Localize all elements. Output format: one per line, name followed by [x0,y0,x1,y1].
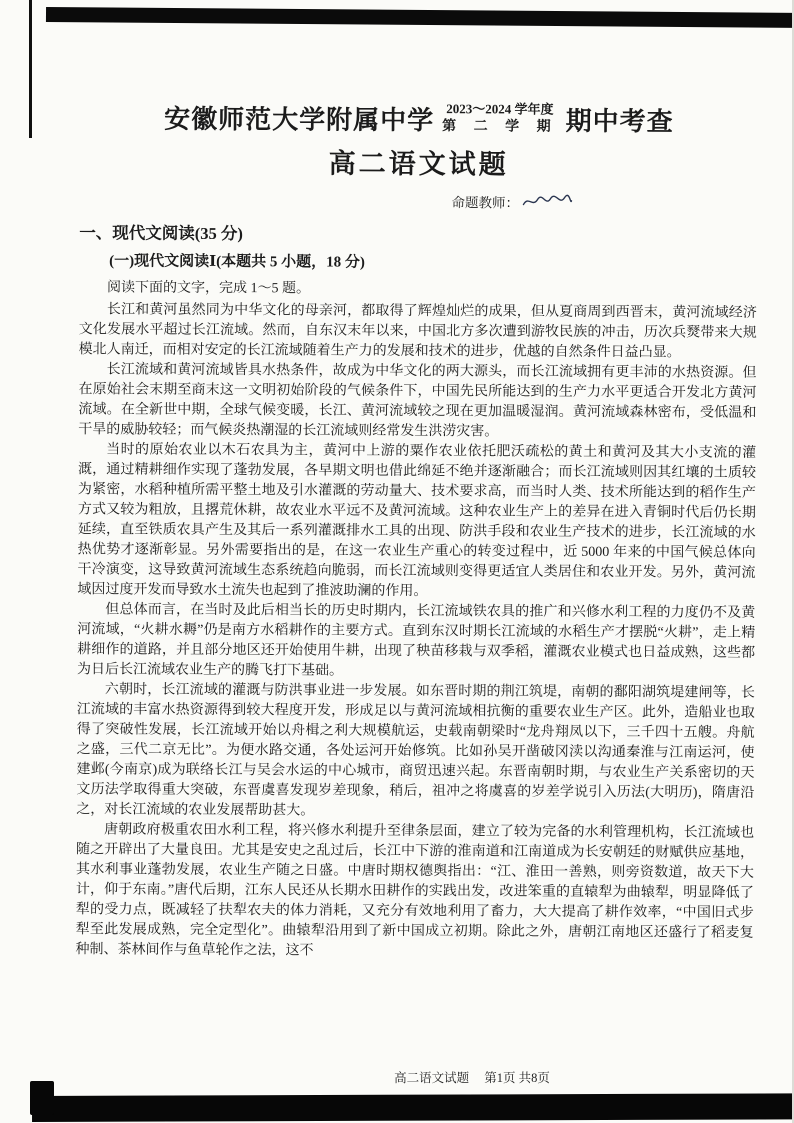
author-label: 命题教师： [451,195,520,211]
document-content [75,98,758,964]
subject-title: 高二语文试题 [328,148,509,180]
article-paragraph: 但总体而言，在当时及此后相当长的历史时期内，长江流域铁农具的推广和兴修水利工程的力度仍不及黄河流域，“火耕水耨”仍是南方水稻耕作的主要方式。直到东汉时期长江流域的水稻生产才摆脱“火耕”，走上精耕细作的道路，并且部分地区还开始使用牛耕，出现了秧苗移栽与双季稻，灌溉农业模式也日益成熟，这些都为日后长江流域农业生产的腾飞打下基础。 [76,602,756,679]
section-heading-modern-reading: 一、现代文阅读(35 分) [79,223,243,244]
academic-year: 2023～2024 学年度 [446,101,554,117]
exam-type: 期中考查 [565,106,674,137]
article-paragraph: 长江流域和黄河流域皆具水热条件，故成为中华文化的两大源头，而长江流域拥有更丰沛的水热资源。但在原始社会末期至商末这一文明初始阶段的气候条件下，中国先民所能达到的生产力水平更适合开发北方黄河流域。在全新世中期，全球气候变暖，长江、黄河流域较之现在更加温暖湿润。黄河流域森林密布，受低温和干旱的威胁较轻；而气候炎热潮湿的长江流域则经常发生洪涝灾害。 [78,362,757,440]
scan-artifact-top-bar [46,7,794,28]
reading-instruction: 阅读下面的文字，完成 1～5 题。 [106,280,311,297]
semester: 第 二 学 期 [442,118,558,135]
exam-title-line [80,98,758,139]
article-body [75,300,756,964]
page-footer [0,1068,794,1086]
footer-page-number: 第1页 共8页 [484,1071,550,1085]
footer-exam-label: 高二语文试题 [394,1071,470,1085]
subsection-heading-reading-1: (一)现代文阅读Ⅰ(本题共 5 小题，18 分) [109,253,365,271]
scan-artifact-bottom-bar [32,1093,794,1122]
scan-artifact-bottom-blob [30,1081,54,1115]
article-paragraph: 长江和黄河虽然同为中华文化的母亲河，都取得了辉煌灿烂的成果，但从夏商周到西晋末，黄河流域经济文化发展水平超过长江流域。然而，自东汉末年以来，中国北方多次遭到游牧民族的冲击，历次兵燹带来大规模北人南迁，而相对安定的长江流域随着生产力的发展和技术的进步，优越的自然条件日益凸显。 [78,302,757,361]
handwritten-signature [521,193,573,211]
article-paragraph: 六朝时，长江流域的灌溉与防洪事业进一步发展。如东晋时期的荆江筑堤，南朝的鄱阳湖筑堤建闸等，长江流域的丰富水热资源得到较大程度开发，形成足以与黄河流域相抗衡的重要农业生产区。此外，造船业也取得了突破性发展，长江流域开始以舟楫之利大规模航运，史载南朝梁时“龙舟翔凤以下，三千四十五艘。舟航之盛，三代二京无比”。为便水路交通，各处运河开始修筑。比如孙吴开凿破冈渎以沟通秦淮与江南运河，使建邺(今南京)成为联络长江与吴会水运的中心城市，商贸迅速兴起。东晋南朝时期，与农业生产关系密切的天文历法学取得重大突破，东晋虞喜发现岁差现象，稍后，祖冲之将虞喜的岁差学说引入历法(大明历)，隋唐沿之，对长江流域的农业发展帮助甚大。 [76,682,755,819]
school-name: 安徽师范大学附属中学 [164,104,435,136]
scan-artifact-left-line [29,0,32,138]
author-line [451,190,757,214]
article-paragraph: 当时的原始农业以木石农具为主，黄河中上游的粟作农业依托肥沃疏松的黄土和黄河及其大小支流的灌溉，通过精耕细作实现了蓬勃发展，各早期文明也借此绵延不绝并逐渐融合；而长江流域则因其红壤的土质较为紧密，水稻种植所需平整土地及引水灌溉的劳动量大、技术要求高，而当时人类、技术所能达到的稻作生产方式又较为粗放，且撂荒休耕，故农业水平远不及黄河流域。这种农业生产上的差异在进入青铜时代后仍长期延续，直至铁质农具产生及其后一系列灌溉排水工具的出现、防洪手段和农业生产技术的进步，长江流域的水热优势才逐渐彰显。另外需要指出的是，在这一农业生产重心的转变过程中，近 5000 年来的中国气候总体向干冷演变，这导致黄河流域生态系统趋向脆弱，而长江流域则变得更适宜人类居住和农业开发。另外，黄河流域因过度开发而导致水土流失也起到了推波助澜的作用。 [77,442,757,600]
article-paragraph: 唐朝政府极重农田水利工程，将兴修水利提升至律条层面，建立了较为完备的水利管理机构，长江流域也随之开辟出了大量良田。尤其是安史之乱过后，长江中下游的淮南道和江南道成为长安朝廷的财赋供应基地，其水利事业蓬勃发展，农业生产随之日盛。中唐时期权德舆指出：“江、淮田一善熟，则旁资数道，故天下大计，仰于东南。”唐代后期，江东人民还从长期水田耕作的实践出发，改进笨重的直辕犁为曲辕犁，明显降低了犁的受力点，既减轻了扶犁农夫的体力消耗，又充分有效地利用了畜力，大大提高了耕作效率，“中国旧式步犁至此发展成熟，完全定型化”。曲辕犁沿用到了新中国成立初期。除此之外，唐朝江南地区还盛行了稻麦复种制、茶林间作与鱼草轮作之法，这不 [75,822,755,959]
year-term-block [442,101,558,137]
